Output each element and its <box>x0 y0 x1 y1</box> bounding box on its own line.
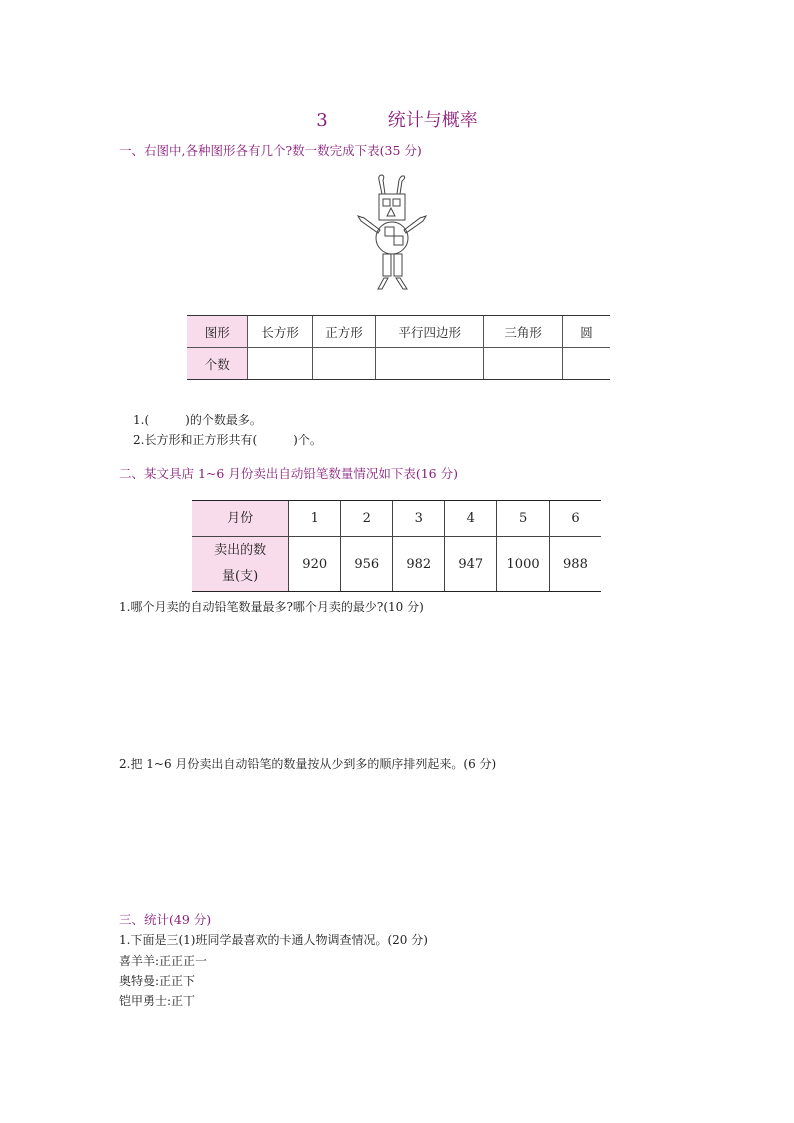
table-header-cell: 三角形 <box>484 316 563 348</box>
month-cell: 6 <box>549 501 601 537</box>
table-header-cell: 图形 <box>187 316 248 348</box>
question-1-2: 2.长方形和正方形共有( )个。 <box>133 433 322 447</box>
tally-row <box>119 952 207 969</box>
tally-row <box>119 992 195 1009</box>
tally-marks: :正正下 <box>155 974 196 988</box>
section2-heading: 二、某文具店 1~6 月份卖出自动铅笔数量情况如下表(16 分) <box>119 466 458 481</box>
page-title <box>0 106 794 132</box>
tally-marks: :正正正一 <box>155 954 208 968</box>
month-cell: 4 <box>445 501 497 537</box>
table-row-label: 月份 <box>192 501 289 537</box>
table-row-label: 个数 <box>187 348 248 380</box>
answer-cell-circle[interactable] <box>563 348 610 380</box>
month-cell: 3 <box>393 501 445 537</box>
shape-robot-figure <box>352 170 442 295</box>
section3-heading: 三、统计(49 分) <box>119 912 212 927</box>
chapter-title: 统计与概率 <box>387 110 478 131</box>
table-header-cell: 长方形 <box>248 316 312 348</box>
month-cell: 2 <box>341 501 393 537</box>
value-cell: 988 <box>549 537 601 592</box>
question-3-1: 1.下面是三(1)班同学最喜欢的卡通人物调查情况。(20 分) <box>119 933 428 947</box>
tally-row <box>119 972 195 989</box>
section1-heading: 一、右图中,各种图形各有几个?数一数完成下表(35 分) <box>119 143 422 158</box>
answer-area-2-1[interactable] <box>119 620 679 740</box>
answer-cell-triangle[interactable] <box>484 348 563 380</box>
question-2-1: 1.哪个月卖的自动铅笔数量最多?哪个月卖的最少?(10 分) <box>119 600 424 614</box>
tally-name: 喜羊羊 <box>119 954 156 968</box>
label-line: 量(支) <box>222 569 259 584</box>
question-2-2: 2.把 1~6 月份卖出自动铅笔的数量按从少到多的顺序排列起来。(6 分) <box>119 757 497 771</box>
chapter-number: 3 <box>316 110 328 131</box>
table-header-cell: 圆 <box>563 316 610 348</box>
pencil-sales-table <box>192 500 601 592</box>
tally-name: 奥特曼 <box>119 974 156 988</box>
question-1-1: 1.( )的个数最多。 <box>133 413 262 427</box>
value-cell: 920 <box>289 537 341 592</box>
shape-count-table <box>187 315 610 380</box>
value-cell: 982 <box>393 537 445 592</box>
table-row-label <box>192 537 289 592</box>
answer-area-2-2[interactable] <box>119 778 679 898</box>
value-cell: 956 <box>341 537 393 592</box>
table-header-cell: 平行四边形 <box>376 316 484 348</box>
value-cell: 947 <box>445 537 497 592</box>
value-cell: 1000 <box>497 537 550 592</box>
tally-name: 铠甲勇士 <box>119 994 168 1008</box>
answer-cell-square[interactable] <box>312 348 375 380</box>
answer-cell-parallelogram[interactable] <box>376 348 484 380</box>
answer-cell-rectangle[interactable] <box>248 348 312 380</box>
label-line: 卖出的数 <box>214 543 267 558</box>
month-cell: 5 <box>497 501 550 537</box>
month-cell: 1 <box>289 501 341 537</box>
table-header-cell: 正方形 <box>312 316 375 348</box>
tally-marks: :正丅 <box>167 994 196 1008</box>
